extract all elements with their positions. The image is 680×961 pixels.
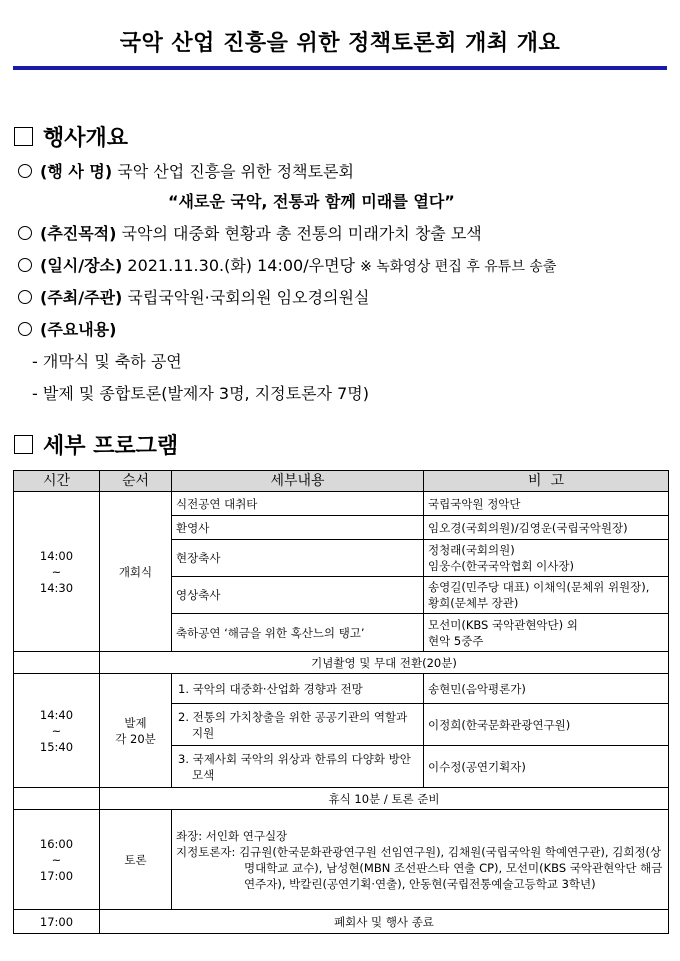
discussion-detail-cell	[172, 810, 669, 910]
note-cell: 정청래(국회의원) 임웅수(한국국악협회 이사장)	[424, 540, 669, 577]
item-text: 국악의 대중화 현황과 총 전통의 미래가치 창출 모색	[121, 224, 482, 243]
time-cell: 14:40 ~ 15:40	[14, 674, 100, 788]
note-cell: 임오경(국회의원)/김영운(국립국악원장)	[424, 516, 669, 540]
note-cell: 송영길(민주당 대표) 이채익(문체위 위원장), 황희(문체부 장관)	[424, 577, 669, 614]
content-item: - 발제 및 종합토론(발제자 3명, 지정토론자 7명)	[32, 384, 369, 403]
chair-text: 좌장: 서인화 연구실장	[176, 828, 288, 843]
panel-text	[176, 844, 664, 892]
item-label: (행 사 명)	[40, 162, 113, 181]
table-row	[14, 910, 669, 934]
note-cell: 이정희(한국문화관광연구원)	[424, 704, 669, 746]
detail-cell: 2. 전통의 가치창출을 위한 공공기관의 역할과 지원	[172, 704, 424, 746]
header-detail: 세부내용	[172, 471, 424, 492]
header-order: 순서	[100, 471, 172, 492]
note-cell: 송현민(음악평론가)	[424, 674, 669, 704]
panel-list: 김규원(한국문화관광연구원 선임연구원), 김채원(국립국악원 학예연구관), 김희정(상명대학교 교수), 남성현(MBN 조선판스타 연출 CP), 모선미(KBS 국악관현악단 해금연주자), 박칼린(공연기획·연출), 안동현(국립전통예술고등학교 3학년)	[239, 844, 663, 891]
header-note: 비 고	[424, 471, 669, 492]
order-cell: 토론	[100, 810, 172, 910]
item-label: (추진목적)	[40, 224, 117, 243]
note-cell: 국립국악원 정악단	[424, 492, 669, 516]
item-text: 국립국악원·국회의원 임오경의원실	[127, 288, 370, 307]
item-label: (일시/장소)	[40, 256, 123, 275]
section-overview-label: 행사개요	[43, 126, 129, 151]
detail-cell: 현장축사	[172, 540, 424, 577]
detail-cell: 축하공연 ‘해금을 위한 혹산느의 탱고’	[172, 614, 424, 652]
order-cell: 개회식	[100, 492, 172, 652]
note-cell: 모선미(KBS 국악관현악단) 외 현악 5중주	[424, 614, 669, 652]
closing-cell: 폐회사 및 행사 종료	[100, 910, 669, 934]
note-cell: 이수정(공연기획자)	[424, 746, 669, 788]
square-bullet-icon	[14, 435, 33, 454]
program-table	[13, 470, 669, 934]
section-program-label: 세부 프로그램	[43, 434, 179, 459]
break-row: 기념촬영 및 무대 전환(20분)	[100, 652, 669, 674]
circle-bullet-icon	[18, 226, 32, 240]
header-time: 시간	[14, 471, 100, 492]
time-cell: 17:00	[14, 910, 100, 934]
item-text: 국악 산업 진흥을 위한 정책토론회	[117, 162, 354, 181]
detail-cell: 1. 국악의 대중화·산업화 경향과 전망	[172, 674, 424, 704]
circle-bullet-icon	[18, 290, 32, 304]
section-overview-heading	[14, 124, 128, 154]
circle-bullet-icon	[18, 258, 32, 272]
circle-bullet-icon	[18, 322, 32, 336]
break-row: 휴식 10분 / 토론 준비	[100, 788, 669, 810]
detail-cell: 식전공연 대취타	[172, 492, 424, 516]
title-underline	[13, 66, 667, 70]
table-row	[14, 492, 669, 516]
item-text: 2021.11.30.(화) 14:00/우면당	[127, 256, 355, 275]
detail-cell: 영상축사	[172, 577, 424, 614]
item-note: ※ 녹화영상 편집 후 유튜브 송출	[360, 259, 557, 275]
time-cell: 14:00 ~ 14:30	[14, 492, 100, 652]
content-item: - 개막식 및 축하 공연	[32, 352, 182, 371]
title-block	[13, 28, 667, 70]
event-slogan: “새로운 국악, 전통과 함께 미래를 열다”	[168, 192, 455, 211]
table-header-row	[14, 471, 669, 492]
panel-label: 지정토론자:	[176, 844, 236, 859]
detail-cell: 3. 국제사회 국악의 위상과 한류의 다양화 방안 모색	[172, 746, 424, 788]
detail-cell: 환영사	[172, 516, 424, 540]
circle-bullet-icon	[18, 164, 32, 178]
table-row	[14, 674, 669, 704]
page-title: 국악 산업 진흥을 위한 정책토론회 개최 개요	[119, 31, 561, 56]
item-label: (주요내용)	[40, 320, 117, 339]
overview-item-host	[18, 286, 369, 310]
overview-item-datetime	[18, 254, 556, 279]
table-row	[14, 810, 669, 910]
order-cell: 발제 각 20분	[100, 674, 172, 788]
square-bullet-icon	[14, 127, 33, 146]
item-label: (주최/주관)	[40, 288, 123, 307]
section-program-heading	[14, 432, 178, 462]
table-row	[14, 652, 669, 674]
overview-item-contents	[18, 318, 116, 342]
overview-item-purpose	[18, 222, 482, 246]
overview-item-name	[18, 160, 354, 184]
table-row	[14, 788, 669, 810]
time-cell: 16:00 ~ 17:00	[14, 810, 100, 910]
